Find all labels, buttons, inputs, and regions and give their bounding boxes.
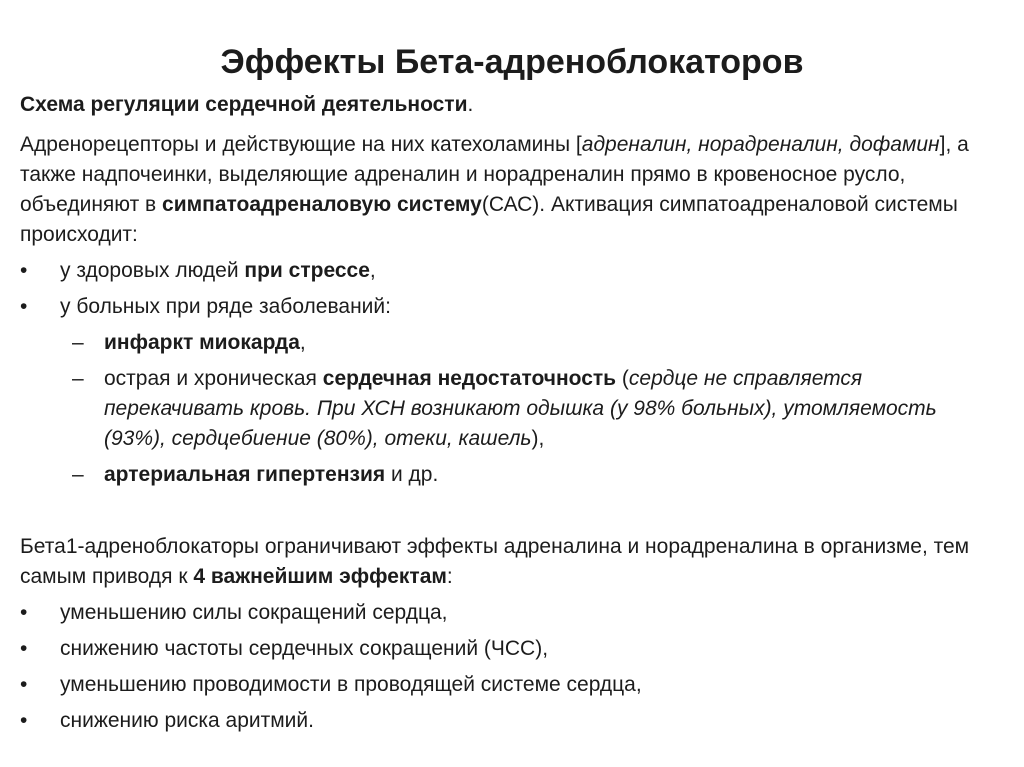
sub-item: – артериальная гипертензия и др. [20,460,995,490]
beta-paragraph: Бета1-адреноблокаторы ограничивают эффекты адреналина и норадреналина в организме, тем самым приводя к 4 важнейшим эффектам: [20,535,970,588]
dash-icon: – [72,463,84,486]
dash-icon: – [72,331,84,354]
effect-item: • уменьшению проводимости в проводящей системе сердца, [20,670,995,700]
intro-paragraph: Адренорецепторы и действующие на них катехоламины [адреналин, норадреналин, дофамин], а также надпочеинки, выделяющие адреналин и норадреналин прямо в кровеносное русло, объединяют в симпатоадреналовую систему(САС). Активация симпатоадреналовой системы происходит: [20,133,969,246]
bullet-icon: • [20,637,28,660]
effect-item: • снижению риска аритмий. [20,706,995,736]
bullet-icon: • [20,259,28,282]
bullet-icon: • [20,295,28,318]
effect-item: • снижению частоты сердечных сокращений (ЧСС), [20,634,995,664]
bullet-item: • у больных при ряде заболеваний: [20,292,995,322]
effect-item: • уменьшению силы сокращений сердца, [20,598,995,628]
sub-item: – инфаркт миокарда, [20,328,995,358]
slide-title: Эффекты Бета-адреноблокаторов [220,43,804,81]
bullet-item: • у здоровых людей при стрессе, [20,256,995,286]
dash-icon: – [72,367,84,390]
bullet-icon: • [20,601,28,624]
sub-item: – острая и хроническая сердечная недостаточность (сердце не справляется перекачивать кровь. При ХСН возникают одышка (у 98% больных), утомляемость (93%), сердцебиение (80%), отеки, кашель), [20,364,995,454]
bullet-icon: • [20,673,28,696]
slide-body [20,90,995,736]
bullet-icon: • [20,709,28,732]
section-heading: Схема регуляции сердечной деятельности. [20,93,474,116]
